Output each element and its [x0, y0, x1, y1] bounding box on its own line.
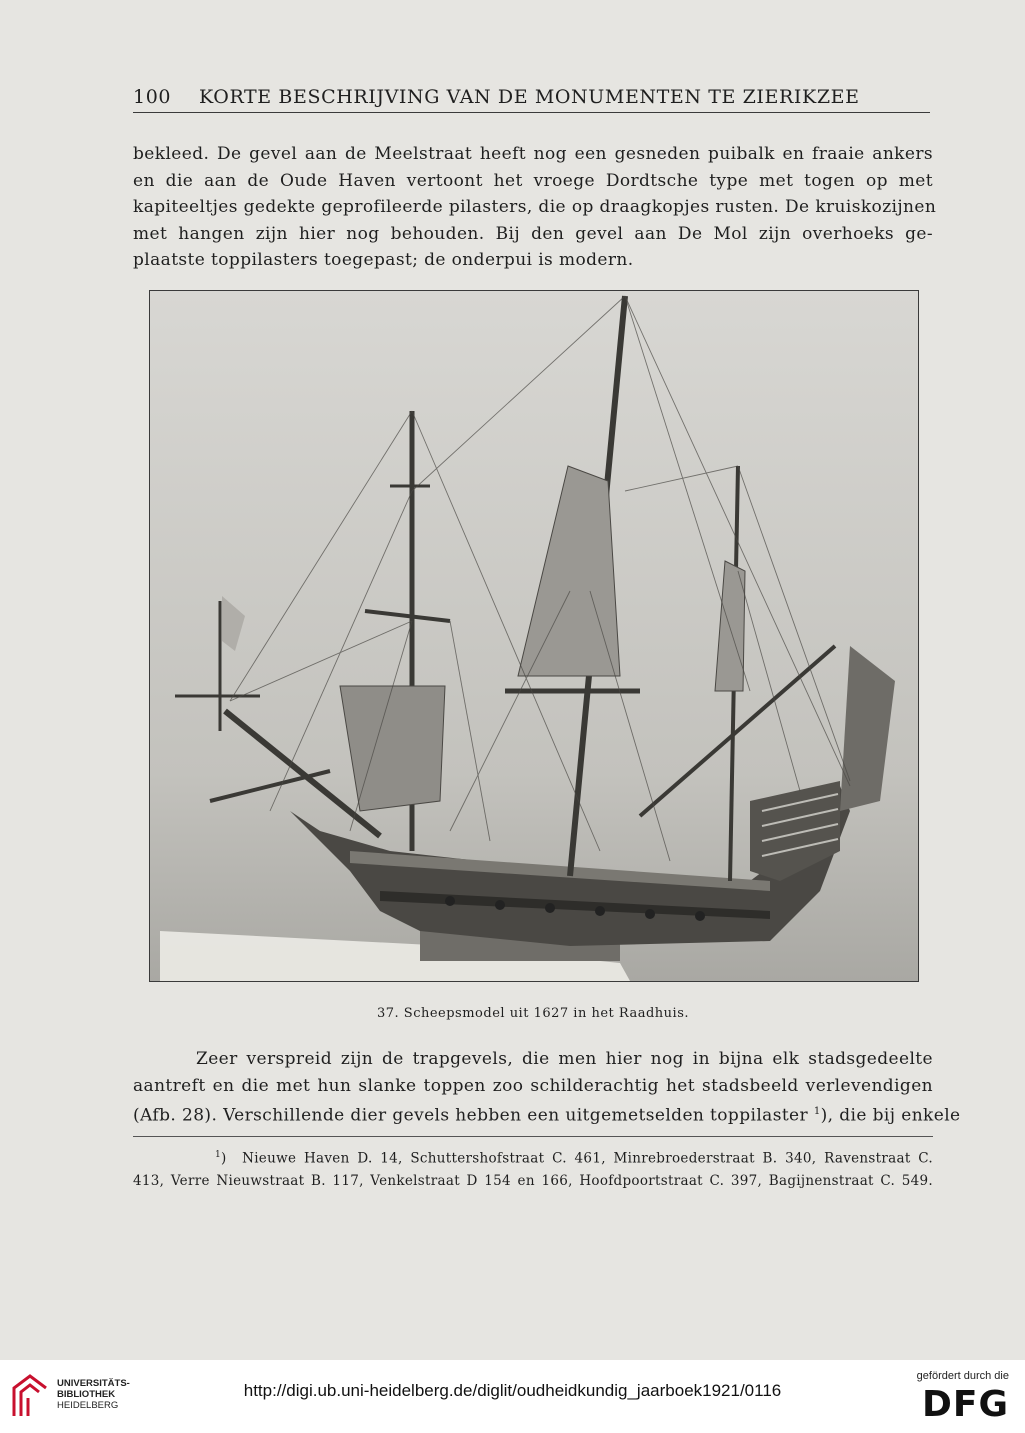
paragraph-2 — [133, 1046, 961, 1129]
footnote-text: Nieuwe Haven D. 14, Schuttershofstraat C. 461, Minrebroederstraat B. 340, Ravenstraat C. — [242, 1150, 934, 1167]
figure-caption: 37. Scheepsmodel uit 1627 in het Raadhuis. — [376, 1006, 689, 1021]
text-line: bekleed. De gevel aan de Meelstraat heeft nog een gesneden puibalk en fraaie ankers — [133, 144, 933, 164]
footnote-line: 413, Verre Nieuwstraat B. 117, Venkelstraat D 154 en 166, Hoofdpoortstraat C. 397, Bagijnenstraat C. 549. — [133, 1172, 933, 1189]
ship-illustration — [150, 291, 918, 981]
library-line: UNIVERSITÄTS- — [57, 1378, 130, 1389]
library-line: HEIDELBERG — [57, 1400, 119, 1411]
text-line: en die aan de Oude Haven vertoont het vroege Dordtsche type met togen op met — [133, 170, 933, 191]
text-fragment: ), die bij enkele — [820, 1105, 961, 1126]
ship-model-photograph — [149, 290, 919, 982]
text-line — [133, 1099, 961, 1129]
library-line: BIBLIOTHEK — [57, 1389, 116, 1400]
text-line: plaatste toppilasters toegepast; de onderpui is modern. — [133, 250, 634, 271]
funded-by-label: gefördert durch die — [916, 1370, 1009, 1382]
footnote-divider — [133, 1136, 933, 1137]
footnote-marker-close: ) — [221, 1150, 227, 1167]
footnote-reference: 1 — [813, 1106, 821, 1118]
permalink[interactable]: http://digi.ub.uni-heidelberg.de/diglit/oudheidkundig_jaarboek1921/0116 — [243, 1381, 782, 1400]
text-line: aantreft en die met hun slanke toppen zoo schilderachtig het stadsbeeld verlevendigen — [133, 1075, 933, 1096]
running-head — [133, 86, 930, 113]
dfg-logo: DFG — [921, 1384, 1009, 1425]
footnote — [133, 1144, 933, 1192]
text-line: Zeer verspreid zijn de trapgevels, die men hier nog in bijna elk stadsgedeelte — [196, 1049, 933, 1069]
text-line: kapiteeltjes gedekte geprofileerde pilasters, die op draagkopjes rusten. De kruiskozijnen — [133, 197, 937, 218]
page-number: 100 — [133, 86, 172, 108]
text-line: met hangen zijn hier nog behouden. Bij den gevel aan De Mol zijn overhoeks ge- — [133, 223, 933, 244]
footnote-line — [133, 1144, 933, 1170]
paragraph-1 — [133, 141, 937, 274]
viewer-footer — [0, 1360, 1025, 1433]
footnote-marker: 1 — [215, 1150, 222, 1160]
page-title: KORTE BESCHRIJVING VAN DE MONUMENTEN TE ZIERIKZEE — [199, 86, 860, 108]
text-fragment: (Afb. 28). Verschillende dier gevels hebben een uitgemetselden toppilaster — [133, 1105, 809, 1126]
